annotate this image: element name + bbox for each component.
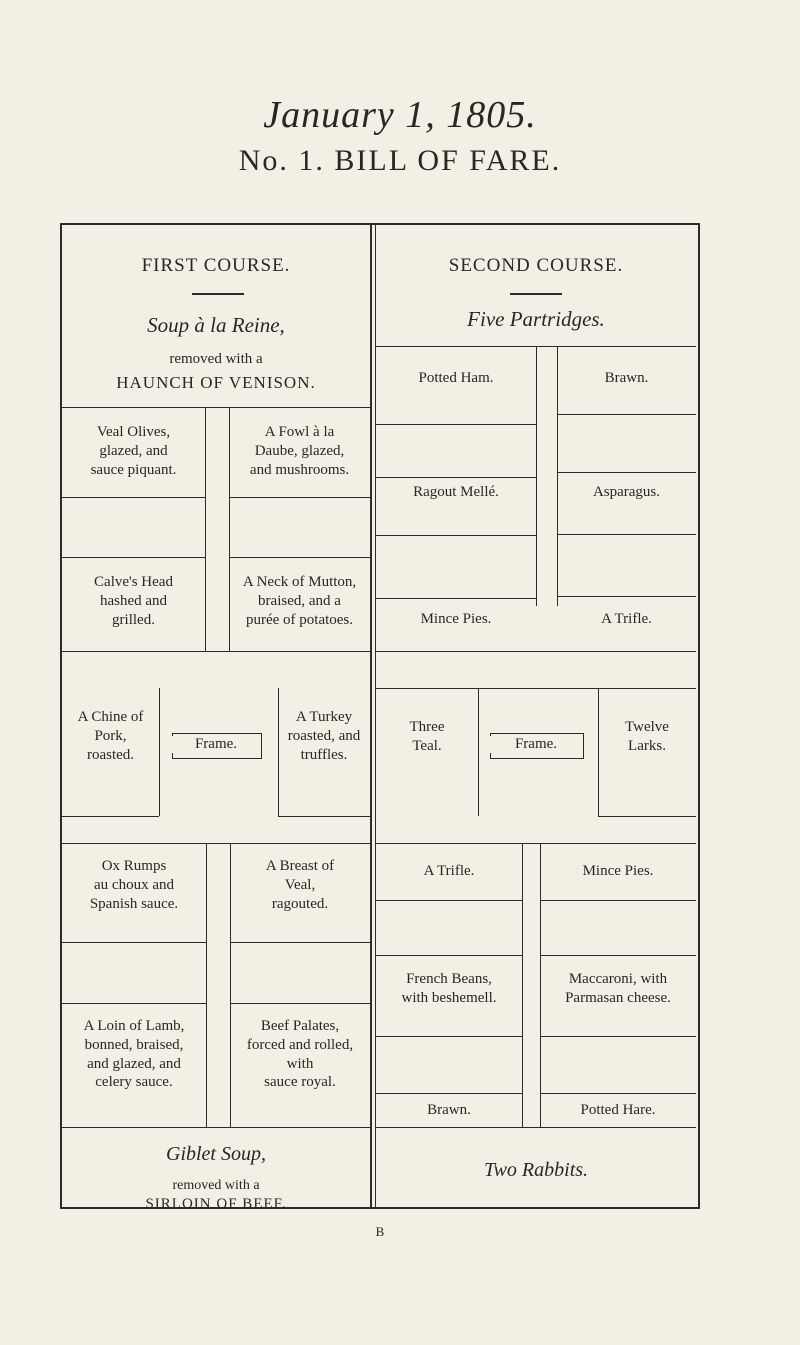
first-course-remove-dish: HAUNCH OF VENISON. (116, 373, 316, 392)
dish-turkey: A Turkey roasted, and truffles. (287, 709, 361, 763)
dish-brawn-top: Brawn. (604, 370, 649, 386)
menu-date: January 1, 1805. (263, 94, 537, 136)
second-course-bottom-dish: Two Rabbits. (483, 1159, 589, 1181)
dish-asparagus: Asparagus. (592, 484, 661, 500)
first-course-top-dish: Soup à la Reine, (147, 313, 285, 337)
frame-label-second: Frame. (490, 736, 582, 753)
first-course-heading: FIRST COURSE. (141, 255, 291, 276)
first-course-removed-with: removed with a (169, 351, 263, 367)
dish-potted-ham: Potted Ham. (418, 370, 494, 386)
second-course-heading: SECOND COURSE. (448, 255, 624, 276)
dish-calves-head: Calve's Head hashed and grilled. (94, 574, 173, 628)
dish-ragout: Ragout Mellé. (413, 484, 499, 500)
dish-trifle-top: A Trifle. (601, 611, 652, 627)
dish-potted-hare: Potted Hare. (580, 1102, 656, 1118)
dish-ox-rumps: Ox Rumps au choux and Spanish sauce. (89, 858, 179, 912)
dish-mince-pies-top: Mince Pies. (420, 611, 492, 627)
dish-beef-palates: Beef Palates, forced and rolled, with sauce royal. (246, 1018, 354, 1091)
dish-trifle-bottom: A Trifle. (423, 863, 475, 879)
frame-label: Frame. (172, 736, 260, 753)
dish-breast-veal: A Breast of Veal, ragouted. (265, 858, 335, 912)
dish-mince-pies-bottom: Mince Pies. (582, 863, 654, 879)
dish-brawn-bottom: Brawn. (427, 1102, 471, 1118)
first-course-bottom-remove-dish: SIRLOIN OF BEEF. (145, 1196, 287, 1212)
first-course-bottom-dish: Giblet Soup, (166, 1143, 266, 1165)
dish-chine-pork: A Chine of Pork, roasted. (77, 709, 144, 763)
dish-maccaroni: Maccaroni, with Parmasan cheese. (565, 971, 671, 1006)
menu-title: No. 1. BILL OF FARE. (238, 144, 562, 177)
dish-veal-olives: Veal Olives, glazed, and sauce piquant. (90, 424, 177, 478)
dish-french-beans: French Beans, with beshemell. (401, 971, 497, 1006)
dish-neck-mutton: A Neck of Mutton, braised, and a purée of potatoes. (242, 574, 357, 628)
dish-fowl-daube: A Fowl à la Daube, glazed, and mushrooms. (249, 424, 350, 478)
dish-larks: Twelve Larks. (625, 719, 669, 754)
dish-teal: Three Teal. (409, 719, 445, 754)
first-course-bottom-removed-with: removed with a (172, 1178, 260, 1193)
signature-mark: B (375, 1224, 385, 1239)
second-course-top-dish: Five Partridges. (467, 307, 605, 331)
dish-loin-lamb: A Loin of Lamb, bonned, braised, and glazed, and celery sauce. (83, 1018, 185, 1091)
